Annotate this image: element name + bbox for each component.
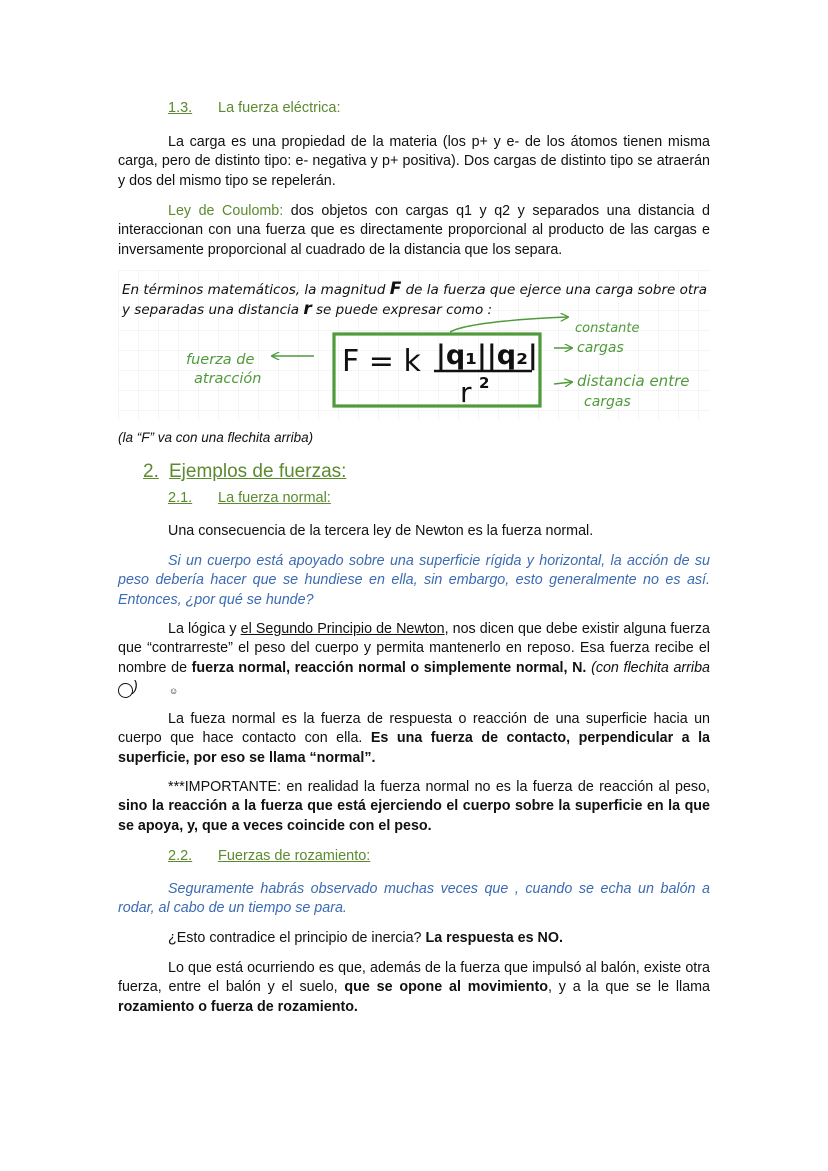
label-cargas: cargas [577, 340, 624, 356]
section-heading-2 [143, 461, 346, 483]
section-heading-1-3 [168, 100, 341, 116]
note-line-2: y separadas una distancia r se puede expresar como : [122, 299, 493, 319]
section-number: 1.3. [168, 100, 193, 116]
italic-text: (con flechita arriba [591, 659, 711, 676]
label-fuerza-de: fuerza de [186, 352, 255, 368]
bold-text: fuerza normal, reacción normal o simplemente normal, N. [191, 659, 587, 676]
section-number: 2.1. [168, 490, 193, 506]
paragraph-balon: Seguramente habrás observado muchas veces que , cuando se echa un balón a rodar, al cabo de un tiempo se para. [118, 881, 710, 917]
note-graphic [118, 270, 710, 420]
text: ¿Esto contradice el principio de inercia? [168, 930, 426, 946]
text: Lo que está ocurriendo es que, además de la fuerza que impulsó al balón, existe otra fuerza, entre el balón y el suelo, [118, 960, 710, 996]
text: , y a la que se le llama [547, 979, 711, 996]
paragraph-coulomb [118, 202, 710, 260]
section-heading-2-2 [168, 848, 370, 864]
paragraph-logica [118, 620, 710, 698]
section-title: La fuerza normal: [218, 490, 331, 506]
paragraph-rozamiento [118, 959, 710, 1017]
bold-text: La respuesta es NO. [425, 930, 563, 946]
label-atraccion: atracción [194, 371, 262, 387]
paragraph-question: Si un cuerpo está apoyado sobre una superficie rígida y horizontal, la acción de su peso debería hacer que se hundiese en ella, sin embargo, esto generalmente no es así. Entonces, ¿por qué se hunde? [118, 553, 710, 608]
label-distancia-entre: distancia entre [577, 372, 690, 390]
link-segundo-principio[interactable]: el Segundo Principio de Newton [240, 621, 445, 637]
paragraph-carga: La carga es una propiedad de la materia (los p+ y e- de los átomos tienen misma carga, pero de distinto tipo: e- negativa y p+ positiva). Dos cargas de distinto tipo se atraerán y dos del mismo tipo se repelerán. [118, 134, 710, 189]
section-heading-2-1 [168, 490, 331, 506]
text: , nos dicen que debe existir alguna fuerza que “contrarreste” el peso del cuerpo y permita mantenerlo en reposo. Esa fuerza recibe el nombre de [118, 621, 710, 676]
section-number: 2.2. [168, 848, 193, 864]
text: La fueza normal es la fuerza de respuesta o reacción de una superficie hacia un cuerpo que hace contacto con ella. [118, 711, 710, 747]
formula-numerator: |q₁||q₂| [436, 340, 538, 371]
coulomb-lead: Ley de Coulomb: [168, 203, 284, 219]
caption: (la “F” va con una flechita arriba) [118, 430, 314, 445]
formula-denominator: r [460, 376, 472, 409]
bold-text: sino la reacción a la fuerza que está ejerciendo el cuerpo sobre la superficie en la que se apoya, y, que a veces coincide con el peso. [118, 798, 710, 834]
handwritten-note-image [118, 270, 710, 420]
paragraph-newton: Una consecuencia de la tercera ley de Newton es la fuerza normal. [168, 523, 594, 539]
paragraph-inercia [118, 929, 710, 948]
label-constante: constante [575, 321, 640, 336]
coulomb-text: dos objetos con cargas q1 y q2 y separados una distancia d interaccionan con una fuerza que es directamente proporcional al producto de las cargas e inversamente proporcional al cuadrado de la distancia que los separa. [118, 203, 710, 258]
section-number: 2. [143, 461, 159, 482]
formula-exponent: 2 [479, 374, 490, 392]
bold-text: que se opone al movimiento [344, 979, 548, 996]
smiley-icon: ☺ [118, 683, 133, 698]
text: ***IMPORTANTE: en realidad la fuerza normal no es la fuerza de reacción al peso, [168, 779, 710, 795]
bold-text: Es una fuerza de contacto, perpendicular a la superficie, por eso se llama “normal”. [118, 730, 711, 766]
paragraph-fueza-normal [118, 710, 710, 768]
label-cargas-2: cargas [584, 394, 631, 410]
section-title: La fuerza eléctrica: [218, 100, 341, 116]
italic-text: ) [133, 679, 138, 696]
bold-text: rozamiento o fuerza de rozamiento. [118, 998, 358, 1015]
section-title: Ejemplos de fuerzas: [169, 461, 347, 482]
paragraph-importante [118, 778, 710, 836]
section-title: Fuerzas de rozamiento: [218, 848, 371, 864]
note-line-1: En términos matemáticos, la magnitud F de la fuerza que ejerce una carga sobre otra [122, 279, 707, 299]
text: La lógica y [168, 621, 241, 637]
formula-lhs: F = k [342, 344, 421, 379]
